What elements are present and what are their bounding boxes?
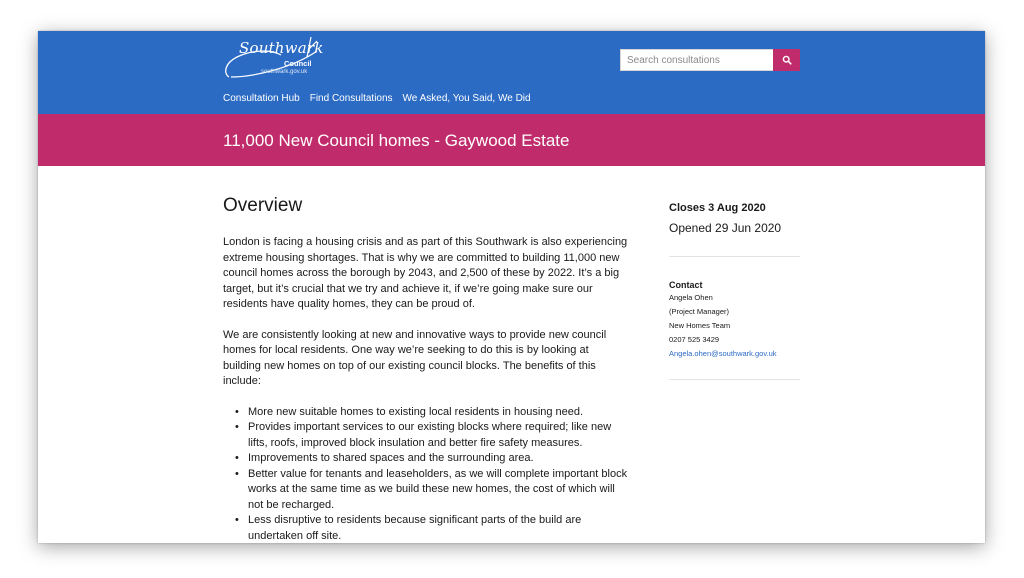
title-banner (38, 114, 985, 166)
main-content (223, 194, 628, 543)
contact-phone: 0207 525 3429 (669, 335, 720, 344)
consultation-sidebar (669, 201, 800, 380)
nav-we-asked-you-said[interactable]: We Asked, You Said, We Did (402, 93, 531, 104)
overview-paragraph: London is facing a housing crisis and as part of this Southwark is also experiencing extreme housing shortages. That is why we are committed to building 11,000 new council homes across the borough by 2043, and 2,500 of these by 2022. It’s a big target, but it’s crucial that we try and achieve it, if we’re going make sure our residents have quality homes, they can be proud of. (223, 236, 628, 310)
bullet-icon: • (235, 421, 239, 433)
bullet-icon: • (235, 452, 239, 464)
list-item (235, 420, 628, 451)
search-input[interactable] (620, 49, 773, 71)
divider (669, 379, 800, 380)
list-item (235, 513, 628, 543)
search-form (620, 49, 800, 71)
bullet-icon: • (235, 514, 239, 526)
southwark-council-logo[interactable] (221, 33, 333, 83)
contact-name: Angela Ohen (669, 293, 713, 302)
list-item (235, 451, 628, 467)
search-button[interactable] (773, 49, 800, 71)
benefit-text: Improvements to shared spaces and the surrounding area. (248, 452, 534, 464)
browser-page (38, 31, 985, 543)
contact-team: New Homes Team (669, 321, 731, 330)
benefit-text: Better value for tenants and leaseholders, as we will complete important block works at the same time as we build these new homes, the cost of which will not be recharged. (248, 467, 628, 511)
contact-role: (Project Manager) (669, 307, 730, 316)
logo-council-text: Council (284, 59, 312, 68)
list-item (235, 405, 628, 421)
search-icon (782, 55, 792, 65)
logo-wordmark: Southwark (239, 39, 324, 57)
contact-block (669, 279, 800, 361)
contact-email-link[interactable]: Angela.ohen@southwark.gov.uk (669, 349, 777, 358)
overview-heading: Overview (223, 195, 303, 216)
benefits-list (235, 405, 628, 544)
page-title: 11,000 New Council homes - Gaywood Estate (223, 131, 570, 150)
benefit-text: Provides important services to our existing blocks where required; like new lifts, roofs, improved block insulation and better fire safety measures. (248, 421, 612, 449)
main-nav (223, 93, 531, 104)
bullet-icon: • (235, 467, 239, 480)
nav-consultation-hub[interactable]: Consultation Hub (223, 93, 300, 104)
contact-heading: Contact (669, 280, 703, 290)
site-header (38, 31, 985, 114)
opening-date: Opened 29 Jun 2020 (669, 221, 782, 235)
benefit-text: More new suitable homes to existing local residents in housing need. (248, 405, 584, 418)
nav-find-consultations[interactable]: Find Consultations (309, 93, 393, 104)
overview-paragraph: We are consistently looking at new and innovative ways to provide new council homes for local residents. One way we’re seeking to do this is by looking at building new homes on top of our existing council blocks. The benefits of this include: (223, 328, 607, 387)
bullet-icon: • (235, 405, 239, 418)
list-item (235, 467, 628, 514)
closing-date: Closes 3 Aug 2020 (669, 202, 766, 214)
divider (669, 256, 800, 257)
benefit-text: Less disruptive to residents because significant parts of the build are undertaken off site. (248, 514, 582, 542)
logo-url-text: southwark.gov.uk (261, 69, 308, 75)
